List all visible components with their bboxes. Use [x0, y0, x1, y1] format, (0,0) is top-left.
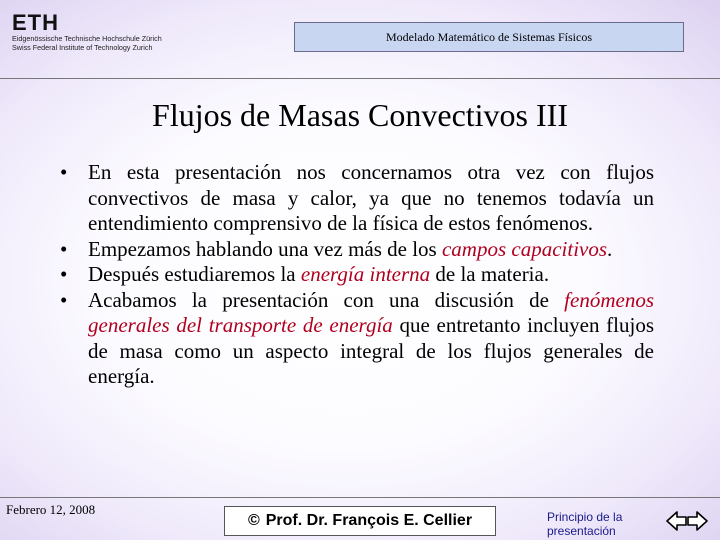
eth-logo — [12, 12, 192, 52]
forward-arrow-icon — [688, 512, 707, 530]
bullet-text: Acabamos la presentación con una discusión de — [88, 287, 565, 312]
bullet-item — [56, 237, 654, 263]
bullet-text: Empezamos hablando una vez más de los — [88, 236, 442, 261]
logo-line-english: Swiss Federal Institute of Technology Zurich — [12, 43, 153, 52]
bullet-item — [56, 262, 654, 288]
copyright-symbol: © — [247, 512, 260, 529]
bullet-marker: • — [60, 262, 68, 286]
course-title-box — [294, 22, 684, 52]
header-divider — [0, 78, 720, 79]
logo-mark: ETH — [12, 10, 59, 35]
footer-divider — [0, 497, 720, 498]
bullet-text: . — [607, 236, 613, 261]
bullet-emphasis: fenómenos generales del transporte de energía — [88, 287, 654, 337]
slide-title: Flujos de Masas Convectivos III — [152, 97, 568, 133]
course-title: Modelado Matemático de Sistemas Físicos — [386, 29, 592, 44]
bullet-item — [56, 288, 654, 390]
bullet-text: que entretanto incluyen flujos de masa como un aspecto integral de los flujos generales de energía. — [88, 313, 654, 388]
author-name: Prof. Dr. François E. Cellier — [265, 512, 473, 529]
bullet-emphasis: energía interna — [300, 262, 431, 286]
bullet-marker: • — [60, 160, 68, 184]
presentation-date: Febrero 12, 2008 — [6, 502, 96, 517]
start-of-presentation-link[interactable]: Principio de la presentación — [547, 510, 623, 538]
bullet-text: En esta presentación nos concernamos otra vez con flujos convectivos de masa y calor, ya que no tenemos todavía un entendimiento comprensivo de la física de estos fenómenos. — [88, 160, 654, 235]
bullet-marker: • — [60, 236, 68, 261]
bullet-marker: • — [60, 287, 68, 312]
bullet-list — [56, 160, 654, 390]
back-arrow-icon — [667, 512, 686, 530]
bullet-text: Después estudiaremos la — [88, 262, 301, 286]
bullet-item — [56, 160, 654, 237]
bullet-text: de la materia. — [430, 262, 550, 286]
logo-line-german: Eidgenössische Technische Hochschule Zürich — [12, 34, 162, 43]
back-forward-arrows-icon[interactable] — [666, 508, 708, 534]
author-box — [224, 506, 496, 536]
bullet-emphasis: campos capacitivos — [441, 236, 608, 261]
